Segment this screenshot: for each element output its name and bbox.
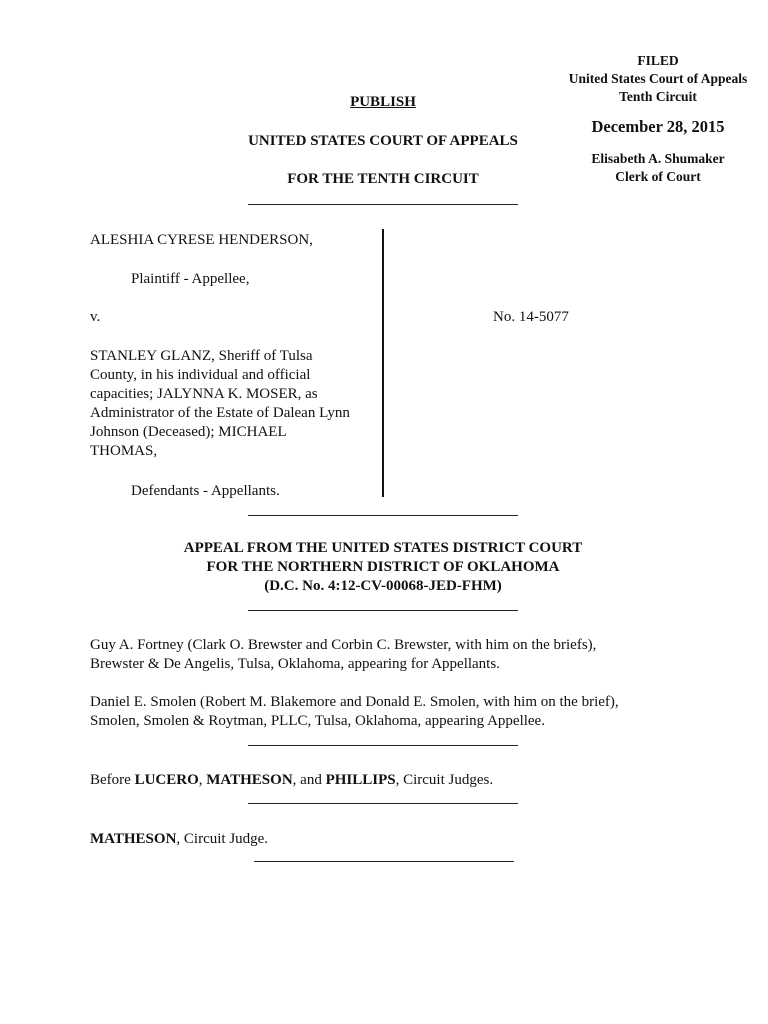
court-name: UNITED STATES COURT OF APPEALS [248,133,518,149]
plaintiff-role: Plaintiff - Appellee, [131,271,250,287]
panel-before: Before [90,772,135,788]
circuit-name: FOR THE TENTH CIRCUIT [287,171,479,187]
author-divider [254,861,514,862]
panel-separator: , and [292,772,326,788]
appellee-counsel-line-1: Daniel E. Smolen (Robert M. Blakemore and Donald E. Smolen, with him on the brief), [90,694,619,710]
appeal-heading [90,539,676,596]
case-number: No. 14-5077 [493,309,569,325]
appellants-counsel [90,636,730,674]
header-divider [248,204,518,205]
judge-phillips: PHILLIPS [325,772,396,788]
defendants-line: THOMAS, [90,443,158,459]
panel-suffix: , Circuit Judges. [395,772,494,788]
versus-label: v. [90,309,101,325]
appellants-counsel-line-1: Guy A. Fortney (Clark O. Brewster and Corbin C. Brewster, with him on the briefs), [90,637,597,653]
appeal-line-2: FOR THE NORTHERN DISTRICT OF OKLAHOMA [206,559,560,575]
plaintiff-name: ALESHIA CYRESE HENDERSON, [90,232,313,248]
judge-matheson: MATHESON [206,772,293,788]
stamp-date: December 28, 2015 [591,117,725,136]
panel-divider [248,803,518,804]
stamp-clerk-name: Elisabeth A. Shumaker [591,151,725,166]
panel-separator: , [198,772,207,788]
defendants-line: County, in his individual and official [90,367,311,383]
appellants-counsel-line-2: Brewster & De Angelis, Tulsa, Oklahoma, appearing for Appellants. [90,656,500,672]
defendants-line: STANLEY GLANZ, Sheriff of Tulsa [90,348,313,364]
stamp-circuit: Tenth Circuit [619,89,697,104]
caption-divider-line [382,229,384,497]
judge-lucero: LUCERO [134,772,199,788]
appeal-divider [248,610,518,611]
appeal-line-3: (D.C. No. 4:12-CV-00068-JED-FHM) [264,578,502,594]
defendants-line: Administrator of the Estate of Dalean Lynn [90,405,350,421]
defendants-list [90,347,380,461]
author-line [90,830,268,849]
publish-label: PUBLISH [350,94,416,110]
defendants-role: Defendants - Appellants. [131,483,280,499]
panel-line [90,771,493,790]
filing-stamp [558,52,758,186]
stamp-clerk-title: Clerk of Court [615,169,701,184]
author-suffix: , Circuit Judge. [176,831,269,847]
stamp-filed: FILED [637,53,679,68]
defendants-line: capacities; JALYNNA K. MOSER, as [90,386,318,402]
appellee-counsel-line-2: Smolen, Smolen & Roytman, PLLC, Tulsa, Oklahoma, appearing Appellee. [90,713,545,729]
counsel-divider [248,745,518,746]
appellee-counsel [90,693,730,731]
author-name: MATHESON [90,831,177,847]
caption-bottom-divider [248,515,518,516]
defendants-line: Johnson (Deceased); MICHAEL [90,424,287,440]
appeal-line-1: APPEAL FROM THE UNITED STATES DISTRICT COURT [183,540,583,556]
stamp-court: United States Court of Appeals [568,71,748,86]
